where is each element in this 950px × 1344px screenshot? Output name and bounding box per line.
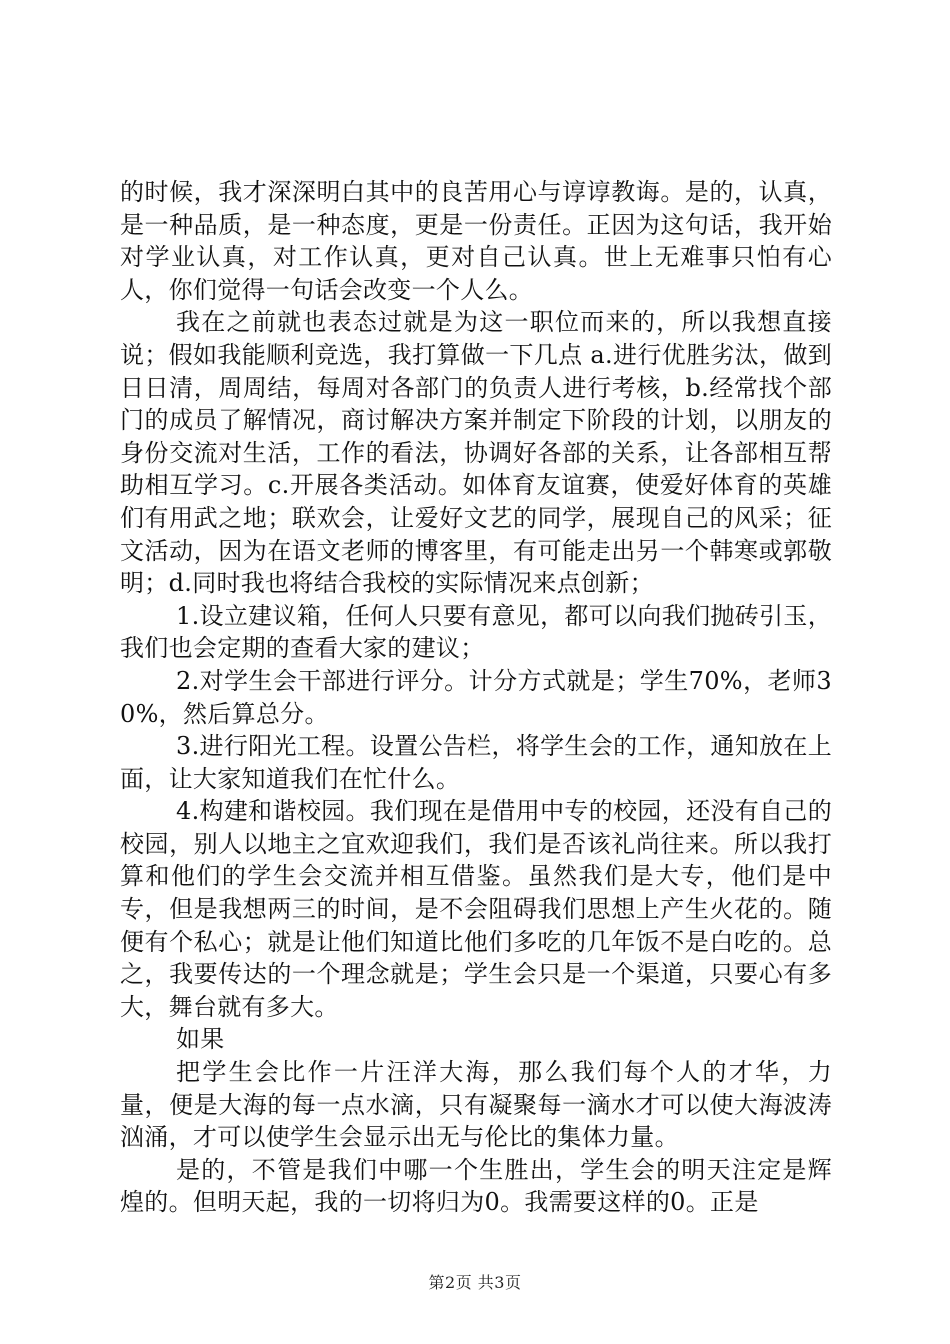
paragraph-item-2: 2.对学生会干部进行评分。计分方式就是；学生70%，老师30%，然后算总分。 (120, 666, 832, 728)
page-footer: 第2页 共3页 (428, 1273, 522, 1292)
paragraph-plan-intro: 我在之前就也表态过就是为这一职位而来的，所以我想直接说；假如我能顺利竞选，我打算做一下几点 a.进行优胜劣汰，做到日日清，周周结，每周对各部门的负责人进行考核，b.经常找个部门的成员了解情况，商讨解决方案并制定下阶段的计划，以朋友的身份交流对生活，工作的看法，协调好各部的关系，让各部相互帮助相互学习。c.开展各类活动。如体育友谊赛，使爱好体育的英雄们有用武之地；联欢会，让爱好文艺的同学，展现自己的风采；征文活动，因为在语文老师的博客里，有可能走出另一个韩寒或郭敬明；d.同时我也将结合我校的实际情况来点创新； (120, 308, 832, 598)
paragraph-item-4: 4.构建和谐校园。我们现在是借用中专的校园，还没有自己的校园，别人以地主之宜欢迎我们，我们是否该礼尚往来。所以我打算和他们的学生会交流并相互借鉴。虽然我们是大专，他们是中专，但是我想两三的时间，是不会阻碍我们思想上产生火花的。随便有个私心；就是让他们知道比他们多吃的几年饭不是白吃的。总之，我要传达的一个理念就是；学生会只是一个渠道，只要心有多大，舞台就有多大。 (120, 797, 832, 1021)
paragraph-item-3: 3.进行阳光工程。设置公告栏，将学生会的工作，通知放在上面，让大家知道我们在忙什么。 (120, 732, 832, 793)
document-body (120, 176, 832, 1219)
paragraph-continuation: 的时候，我才深深明白其中的良苦用心与谆谆教诲。是的，认真，是一种品质，是一种态度，更是一份责任。正因为这句话，我开始对学业认真，对工作认真，更对自己认真。世上无难事只怕有心人，你们觉得一句话会改变一个人么。 (120, 178, 832, 304)
paragraph-item-1: 1.设立建议箱，任何人只要有意见，都可以向我们抛砖引玉，我们也会定期的查看大家的建议； (120, 601, 832, 663)
paragraph-if: 如果 (176, 1025, 225, 1054)
paragraph-conclusion: 是的，不管是我们中哪一个生胜出，学生会的明天注定是辉煌的。但明天起，我的一切将归为0。我需要这样的0。正是 (120, 1155, 832, 1217)
paragraph-ocean-metaphor: 把学生会比作一片汪洋大海，那么我们每个人的才华，力量，便是大海的每一点水滴，只有凝聚每一滴水才可以使大海波涛汹涌，才可以使学生会显示出无与伦比的集体力量。 (120, 1058, 832, 1152)
